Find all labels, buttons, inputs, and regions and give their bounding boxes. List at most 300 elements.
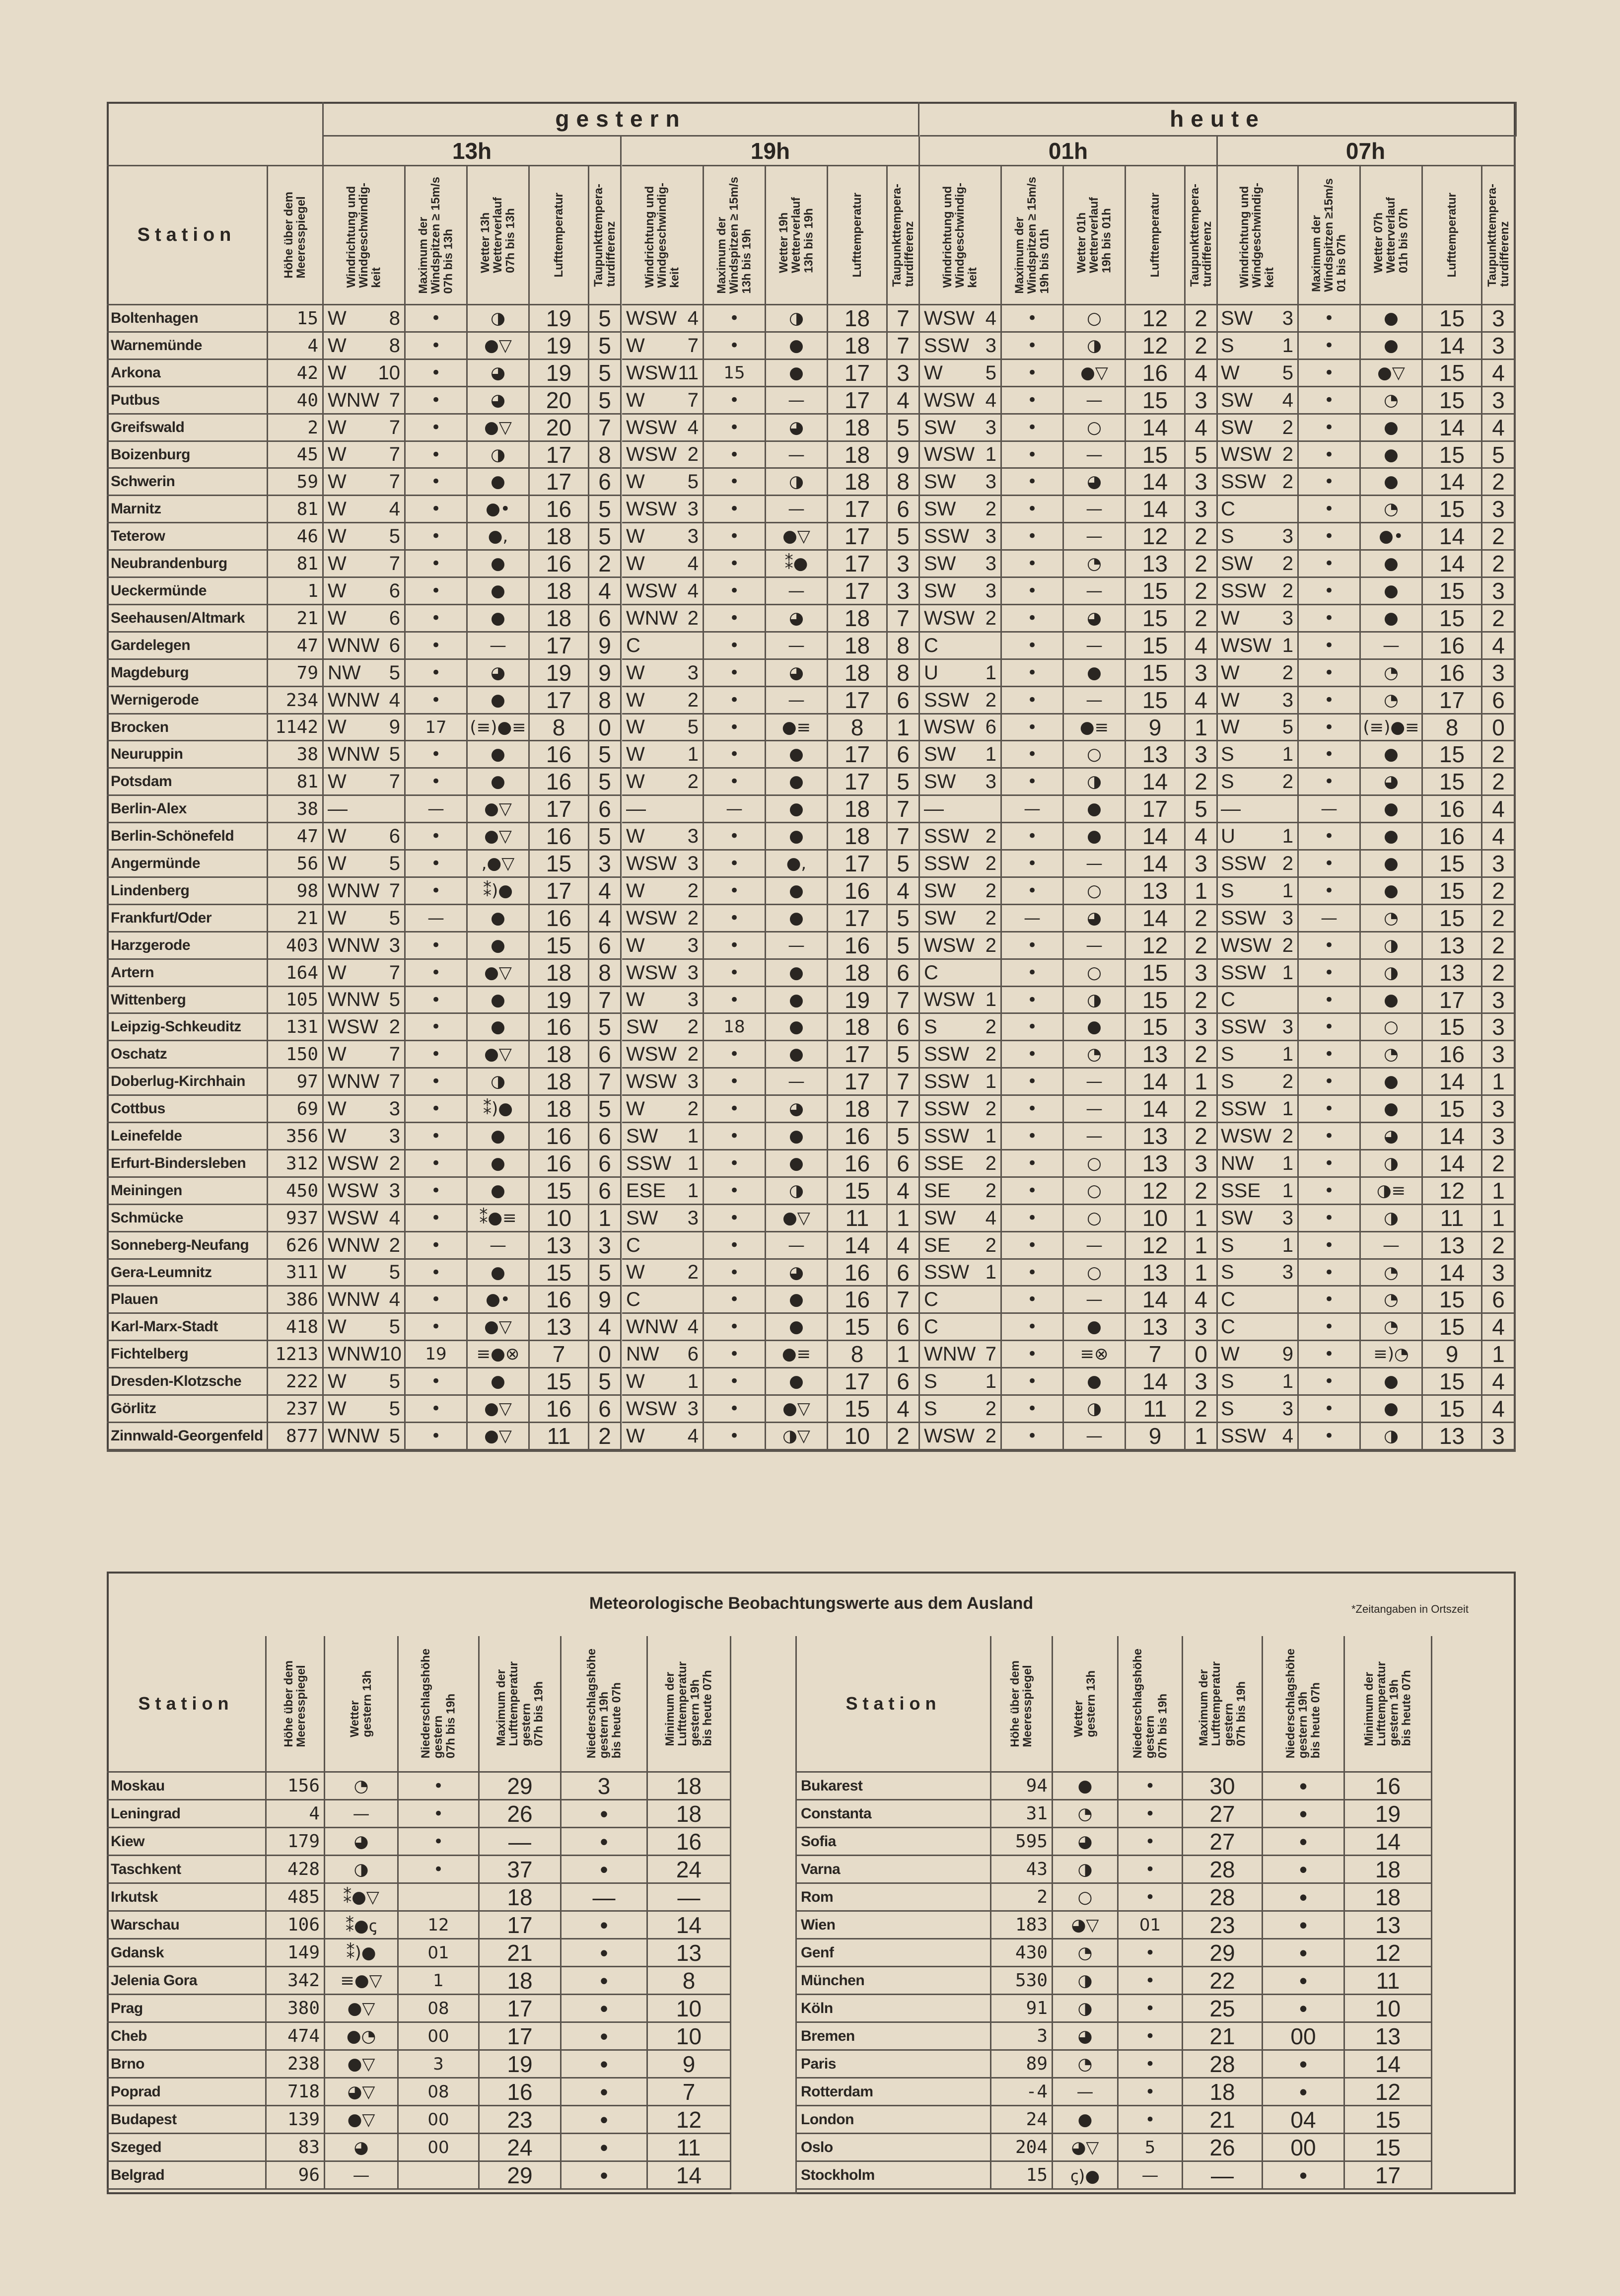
foreign-precip-night: • bbox=[1263, 1939, 1345, 1967]
wind-max: • bbox=[1002, 360, 1064, 387]
air-temperature: 13 bbox=[1423, 1423, 1482, 1450]
wind-max: • bbox=[1002, 1205, 1064, 1232]
wind-direction: WNW bbox=[328, 1425, 380, 1447]
foreign-min-temp: 16 bbox=[1345, 1773, 1432, 1800]
wind-cell bbox=[920, 415, 1002, 442]
wind-cell bbox=[920, 1341, 1002, 1368]
wind-cell bbox=[920, 633, 1002, 660]
wind-speed: 5 bbox=[389, 907, 400, 929]
air-temperature: 13 bbox=[1126, 741, 1186, 769]
col-header-0-1-text: Maximum der Windspitzen ≥ 15m/s 07h bis 13h bbox=[417, 176, 455, 294]
weather-symbol: ,●▽ bbox=[468, 851, 530, 878]
wind-max: • bbox=[1299, 1260, 1361, 1287]
foreign-precip-day: • bbox=[1119, 1856, 1183, 1884]
station-height: 81 bbox=[268, 551, 324, 578]
wind-direction: WSW bbox=[924, 607, 975, 629]
wind-direction: W bbox=[328, 1370, 347, 1392]
col-header-0-3-text: Lufttemperatur bbox=[552, 193, 565, 278]
wind-speed: 5 bbox=[389, 1315, 400, 1338]
wind-cell bbox=[1217, 769, 1299, 796]
station-name: Erfurt-Bindersleben bbox=[107, 1150, 268, 1178]
wind-speed: 2 bbox=[1282, 1125, 1293, 1147]
weather-symbol: ◔ bbox=[1361, 905, 1423, 933]
wind-cell bbox=[622, 1014, 704, 1041]
wind-speed: 3 bbox=[389, 1179, 400, 1202]
weather-symbol: ◔ bbox=[1064, 1041, 1126, 1069]
weather-symbol: ◕ bbox=[468, 387, 530, 415]
dewpoint-difference: 4 bbox=[1482, 1396, 1516, 1423]
weather-symbol: ◑ bbox=[468, 442, 530, 469]
weather-symbol: (≡)●≡ bbox=[1361, 715, 1423, 741]
station-name: Neuruppin bbox=[107, 741, 268, 769]
foreign-min-temp: 7 bbox=[648, 2079, 731, 2106]
col-header-2-2 bbox=[1064, 166, 1126, 305]
wind-direction: C bbox=[1221, 1288, 1235, 1310]
wind-max: • bbox=[1299, 715, 1361, 741]
foreign-precip-day: 3 bbox=[399, 2051, 480, 2079]
air-temperature: 12 bbox=[1126, 933, 1186, 960]
dewpoint-difference: 1 bbox=[1482, 1341, 1516, 1368]
air-temperature: 8 bbox=[828, 715, 888, 741]
col-header-3-2-text: Wetter 07h Wetterverlauf 01h bis 07h bbox=[1372, 197, 1410, 273]
wind-speed: 4 bbox=[389, 1288, 400, 1310]
wind-cell bbox=[622, 687, 704, 715]
foreign-precip-night: • bbox=[1263, 1912, 1345, 1939]
wind-speed: 3 bbox=[1282, 307, 1293, 329]
wind-speed: 1 bbox=[985, 443, 996, 465]
col-header-0-4-text: Taupunkttempera- turdifferenz bbox=[591, 183, 618, 287]
wind-speed: 2 bbox=[389, 1234, 400, 1256]
foreign-station-name: Paris bbox=[797, 2051, 991, 2079]
wind-cell bbox=[1217, 496, 1299, 523]
wind-max: • bbox=[406, 360, 468, 387]
wind-direction: WNW bbox=[328, 743, 380, 765]
station-height: 1 bbox=[268, 578, 324, 605]
station-height: 47 bbox=[268, 633, 324, 660]
station-name: Sonneberg-Neufang bbox=[107, 1232, 268, 1260]
weather-symbol: ●▽ bbox=[468, 415, 530, 442]
wind-direction: SW bbox=[1221, 416, 1253, 438]
dewpoint-difference: 4 bbox=[589, 578, 622, 605]
wind-direction: C bbox=[626, 1234, 640, 1256]
station-height: 59 bbox=[268, 469, 324, 496]
foreign-precip-night: — bbox=[562, 1884, 648, 1912]
air-temperature: 18 bbox=[828, 796, 888, 823]
wind-speed: 2 bbox=[1282, 579, 1293, 602]
wind-max: • bbox=[406, 1150, 468, 1178]
wind-direction: W bbox=[626, 743, 645, 765]
wind-cell bbox=[920, 605, 1002, 633]
wind-max: • bbox=[1002, 769, 1064, 796]
weather-symbol: ◑ bbox=[1064, 987, 1126, 1014]
wind-speed: 3 bbox=[687, 498, 699, 520]
dewpoint-difference: 6 bbox=[888, 1368, 920, 1396]
dewpoint-difference: 5 bbox=[1186, 796, 1218, 823]
wind-direction: W bbox=[626, 1097, 645, 1120]
station-name: Meiningen bbox=[107, 1178, 268, 1205]
dewpoint-difference: 3 bbox=[589, 1232, 622, 1260]
dewpoint-difference: 7 bbox=[888, 305, 920, 333]
air-temperature: 16 bbox=[530, 1396, 589, 1423]
dewpoint-difference: 3 bbox=[1186, 960, 1218, 987]
wind-speed: 7 bbox=[389, 552, 400, 574]
wind-max: • bbox=[1002, 1041, 1064, 1069]
wind-direction: W bbox=[626, 470, 645, 493]
col-header-1-3 bbox=[828, 166, 888, 305]
foreign-station-name: München bbox=[797, 1967, 991, 1995]
dewpoint-difference: 5 bbox=[1482, 442, 1516, 469]
air-temperature: 9 bbox=[1423, 1341, 1482, 1368]
station-name: Potsdam bbox=[107, 769, 268, 796]
wind-max: • bbox=[704, 933, 766, 960]
wind-cell bbox=[1217, 1014, 1299, 1041]
wind-cell bbox=[622, 1069, 704, 1096]
foreign-min-temp: 24 bbox=[648, 1856, 731, 1884]
wind-direction: WSW bbox=[626, 1070, 677, 1092]
wind-max: • bbox=[1299, 1396, 1361, 1423]
weather-symbol: ◕ bbox=[766, 605, 828, 633]
wind-cell bbox=[1217, 1123, 1299, 1150]
air-temperature: 15 bbox=[828, 1314, 888, 1341]
foreign-min-temp: 12 bbox=[1345, 2079, 1432, 2106]
dewpoint-difference: 2 bbox=[1186, 769, 1218, 796]
dewpoint-difference: 2 bbox=[1482, 741, 1516, 769]
foreign-height: 149 bbox=[267, 1939, 325, 1967]
wind-direction: WSW bbox=[1221, 1125, 1272, 1147]
foreign-precip-day: 08 bbox=[399, 2079, 480, 2106]
foreign-max-temp: 28 bbox=[1183, 2051, 1263, 2079]
air-temperature: 8 bbox=[1423, 715, 1482, 741]
wind-cell bbox=[622, 1205, 704, 1232]
wind-cell bbox=[324, 415, 406, 442]
wind-speed: 3 bbox=[389, 934, 400, 956]
station-height: 42 bbox=[268, 360, 324, 387]
foreign-table-gap bbox=[731, 1636, 797, 2194]
air-temperature: 20 bbox=[530, 415, 589, 442]
wind-cell bbox=[324, 987, 406, 1014]
wind-direction: C bbox=[924, 1315, 938, 1338]
weather-symbol: ● bbox=[766, 1314, 828, 1341]
wind-direction: W bbox=[1221, 661, 1240, 684]
foreign-col-header-left-1 bbox=[267, 1636, 325, 1773]
weather-symbol: ○ bbox=[1064, 1150, 1126, 1178]
station-name: Oschatz bbox=[107, 1041, 268, 1069]
wind-cell bbox=[920, 1014, 1002, 1041]
foreign-precip-day: — bbox=[1119, 2162, 1183, 2190]
wind-direction: S bbox=[924, 1015, 937, 1038]
wind-speed: 11 bbox=[678, 361, 699, 384]
wind-cell bbox=[1217, 1096, 1299, 1123]
time-header-19h: 19h bbox=[622, 137, 920, 166]
wind-max: • bbox=[406, 1368, 468, 1396]
dewpoint-difference: 2 bbox=[888, 1423, 920, 1450]
wind-direction: W bbox=[626, 989, 645, 1010]
weather-symbol: ○ bbox=[1064, 878, 1126, 905]
wind-speed: 3 bbox=[1282, 907, 1293, 929]
wind-cell bbox=[324, 469, 406, 496]
station-height: 403 bbox=[268, 933, 324, 960]
col-header-1-2 bbox=[766, 166, 828, 305]
wind-cell bbox=[920, 878, 1002, 905]
air-temperature: 18 bbox=[828, 605, 888, 633]
wind-speed: 2 bbox=[1282, 934, 1293, 956]
air-temperature: 9 bbox=[1126, 715, 1186, 741]
foreign-max-temp: — bbox=[480, 1828, 562, 1856]
wind-direction: W bbox=[328, 579, 347, 602]
foreign-precip-night: • bbox=[562, 2079, 648, 2106]
dewpoint-difference: 2 bbox=[1482, 605, 1516, 633]
weather-symbol: ●• bbox=[1361, 523, 1423, 551]
wind-direction: SW bbox=[1221, 552, 1253, 574]
wind-direction: W bbox=[328, 907, 347, 929]
air-temperature: 18 bbox=[828, 442, 888, 469]
wind-direction: WNW bbox=[328, 1234, 380, 1256]
wind-max: • bbox=[1299, 960, 1361, 987]
wind-speed: 2 bbox=[1282, 470, 1293, 493]
wind-max: • bbox=[1002, 1069, 1064, 1096]
wind-cell bbox=[622, 333, 704, 360]
weather-symbol: ● bbox=[766, 960, 828, 987]
air-temperature: 15 bbox=[1126, 387, 1186, 415]
foreign-precip-day: • bbox=[1119, 1773, 1183, 1800]
wind-direction: W bbox=[328, 1043, 347, 1065]
station-name: Angermünde bbox=[107, 851, 268, 878]
foreign-min-temp: 14 bbox=[648, 1912, 731, 1939]
wind-cell bbox=[1217, 715, 1299, 741]
wind-direction: S bbox=[1221, 1234, 1234, 1256]
dewpoint-difference: 4 bbox=[1482, 1368, 1516, 1396]
wind-max: • bbox=[1299, 1205, 1361, 1232]
wind-cell bbox=[324, 360, 406, 387]
col-header-0-2-text: Wetter 13h Wetterverlauf 07h bis 13h bbox=[479, 197, 517, 273]
dewpoint-difference: 4 bbox=[1186, 415, 1218, 442]
wind-speed: 3 bbox=[985, 552, 996, 574]
wind-direction: WNW bbox=[328, 634, 380, 656]
wind-speed: 1 bbox=[985, 1125, 996, 1147]
wind-speed: 7 bbox=[389, 961, 400, 984]
air-temperature: 10 bbox=[530, 1205, 589, 1232]
dewpoint-difference: 0 bbox=[1482, 715, 1516, 741]
wind-cell bbox=[1217, 305, 1299, 333]
dewpoint-difference: 3 bbox=[1482, 578, 1516, 605]
station-name: Doberlug-Kirchhain bbox=[107, 1069, 268, 1096]
wind-max: • bbox=[1002, 987, 1064, 1014]
wind-speed: 4 bbox=[985, 1207, 996, 1229]
wind-max: • bbox=[704, 715, 766, 741]
foreign-height: 91 bbox=[991, 1995, 1053, 2023]
foreign-max-temp: — bbox=[1183, 2162, 1263, 2190]
foreign-precip-day: • bbox=[1119, 1995, 1183, 2023]
wind-max: • bbox=[406, 469, 468, 496]
weather-symbol: ●▽ bbox=[766, 523, 828, 551]
foreign-col-header-left-6-text: Minimum der Lufttemperatur gestern 19h bis heute 07h bbox=[663, 1661, 714, 1746]
wind-cell bbox=[622, 1423, 704, 1450]
foreign-weather: ◕ bbox=[1053, 2023, 1119, 2051]
col-header-0-3 bbox=[530, 166, 589, 305]
wind-direction: SSW bbox=[1221, 961, 1267, 984]
station-height: 131 bbox=[268, 1014, 324, 1041]
air-temperature: 18 bbox=[828, 960, 888, 987]
wind-max: • bbox=[1299, 823, 1361, 851]
wind-cell bbox=[324, 1123, 406, 1150]
wind-speed: 2 bbox=[985, 852, 996, 874]
wind-speed: 7 bbox=[389, 879, 400, 902]
wind-speed: 5 bbox=[1282, 361, 1293, 384]
foreign-precip-night: • bbox=[1263, 1800, 1345, 1828]
air-temperature: 13 bbox=[1423, 960, 1482, 987]
foreign-weather: ●▽ bbox=[325, 2106, 399, 2134]
dewpoint-difference: 1 bbox=[1186, 715, 1218, 741]
wind-max: • bbox=[1002, 1150, 1064, 1178]
air-temperature: 14 bbox=[1126, 415, 1186, 442]
foreign-min-temp: 19 bbox=[1345, 1800, 1432, 1828]
wind-speed: 3 bbox=[985, 770, 996, 792]
weather-symbol: ⁑● bbox=[766, 551, 828, 578]
foreign-precip-night: • bbox=[562, 1967, 648, 1995]
foreign-station-name: Rom bbox=[797, 1884, 991, 1912]
col-header-2-2-text: Wetter 01h Wetterverlauf 19h bis 01h bbox=[1075, 197, 1114, 273]
wind-max: • bbox=[1002, 960, 1064, 987]
station-name: Magdeburg bbox=[107, 660, 268, 687]
dewpoint-difference: 6 bbox=[589, 1150, 622, 1178]
dewpoint-difference: 0 bbox=[1186, 1341, 1218, 1368]
wind-cell bbox=[920, 1287, 1002, 1314]
wind-max: • bbox=[1002, 523, 1064, 551]
wind-cell bbox=[1217, 1341, 1299, 1368]
air-temperature: 12 bbox=[1126, 305, 1186, 333]
wind-max: • bbox=[406, 1287, 468, 1314]
wind-direction: SW bbox=[1221, 389, 1253, 411]
wind-direction: SW bbox=[924, 579, 956, 602]
air-temperature: 16 bbox=[828, 933, 888, 960]
weather-symbol: ◔ bbox=[1361, 1041, 1423, 1069]
wind-cell bbox=[324, 715, 406, 741]
wind-cell bbox=[1217, 1205, 1299, 1232]
dewpoint-difference: 5 bbox=[589, 1260, 622, 1287]
wind-speed: 5 bbox=[985, 361, 996, 384]
wind-cell bbox=[920, 1150, 1002, 1178]
air-temperature: 14 bbox=[1423, 469, 1482, 496]
wind-speed: 7 bbox=[389, 470, 400, 493]
wind-speed: 4 bbox=[687, 579, 699, 602]
foreign-station-name: Prag bbox=[107, 1995, 267, 2023]
foreign-height: 96 bbox=[267, 2162, 325, 2190]
wind-cell bbox=[920, 442, 1002, 469]
weather-symbol: ●, bbox=[468, 523, 530, 551]
foreign-min-temp: 10 bbox=[648, 2023, 731, 2051]
weather-symbol: ●, bbox=[766, 851, 828, 878]
foreign-height: 106 bbox=[267, 1912, 325, 1939]
wind-cell bbox=[324, 523, 406, 551]
dewpoint-difference: 7 bbox=[888, 796, 920, 823]
air-temperature: 15 bbox=[1126, 442, 1186, 469]
wind-direction: SSW bbox=[1221, 1015, 1267, 1038]
wind-speed: 2 bbox=[985, 607, 996, 629]
wind-speed: 3 bbox=[985, 334, 996, 357]
wind-cell bbox=[1217, 551, 1299, 578]
dewpoint-difference: 3 bbox=[1482, 1123, 1516, 1150]
wind-direction: SW bbox=[924, 470, 956, 493]
dewpoint-difference: 6 bbox=[589, 1396, 622, 1423]
wind-direction: WSW bbox=[328, 1179, 379, 1202]
wind-speed: 2 bbox=[687, 1043, 699, 1065]
foreign-max-temp: 27 bbox=[1183, 1828, 1263, 1856]
wind-speed: 1 bbox=[687, 1152, 699, 1174]
wind-speed: 5 bbox=[389, 1370, 400, 1392]
station-name: Plauen bbox=[107, 1287, 268, 1314]
wind-max: • bbox=[1299, 415, 1361, 442]
air-temperature: 16 bbox=[828, 1150, 888, 1178]
col-header-1-0 bbox=[622, 166, 704, 305]
wind-speed: 1 bbox=[1282, 825, 1293, 847]
dewpoint-difference: 3 bbox=[1186, 1368, 1218, 1396]
wind-speed: 1 bbox=[1282, 1370, 1293, 1392]
wind-max: • bbox=[704, 660, 766, 687]
air-temperature: 14 bbox=[1126, 496, 1186, 523]
wind-cell bbox=[1217, 333, 1299, 360]
foreign-weather: ⁑●ꞔ bbox=[325, 1912, 399, 1939]
wind-cell bbox=[1217, 741, 1299, 769]
weather-symbol: ● bbox=[1361, 333, 1423, 360]
wind-direction: WSW bbox=[626, 907, 677, 929]
wind-speed: 1 bbox=[687, 1370, 699, 1392]
weather-symbol: ● bbox=[468, 1178, 530, 1205]
air-temperature: 17 bbox=[1423, 987, 1482, 1014]
wind-direction: WSW bbox=[626, 852, 677, 874]
station-name: Frankfurt/Oder bbox=[107, 905, 268, 933]
wind-max: • bbox=[406, 1041, 468, 1069]
dewpoint-difference: 4 bbox=[589, 878, 622, 905]
foreign-height: 89 bbox=[991, 2051, 1053, 2079]
wind-direction: WSW bbox=[924, 1425, 975, 1447]
weather-symbol: ●▽ bbox=[468, 796, 530, 823]
wind-cell bbox=[1217, 687, 1299, 715]
weather-symbol: ◑ bbox=[1361, 1150, 1423, 1178]
wind-cell bbox=[1217, 1232, 1299, 1260]
station-name: Warnemünde bbox=[107, 333, 268, 360]
dewpoint-difference: 1 bbox=[1186, 1205, 1218, 1232]
dewpoint-difference: 1 bbox=[1186, 1069, 1218, 1096]
wind-cell bbox=[622, 960, 704, 987]
station-height: 79 bbox=[268, 660, 324, 687]
foreign-station-name: Warschau bbox=[107, 1912, 267, 1939]
wind-direction: W bbox=[328, 525, 347, 547]
foreign-station-name: Budapest bbox=[107, 2106, 267, 2134]
foreign-max-temp: 29 bbox=[480, 1773, 562, 1800]
foreign-precip-day: 5 bbox=[1119, 2134, 1183, 2162]
dewpoint-difference: 1 bbox=[1482, 1069, 1516, 1096]
wind-direction: W bbox=[626, 1425, 645, 1447]
dewpoint-difference: 2 bbox=[1482, 933, 1516, 960]
foreign-height: 342 bbox=[267, 1967, 325, 1995]
foreign-precip-night: • bbox=[1263, 1828, 1345, 1856]
wind-cell bbox=[1217, 851, 1299, 878]
weather-symbol: ● bbox=[468, 1260, 530, 1287]
foreign-station-name: Sofia bbox=[797, 1828, 991, 1856]
weather-symbol: — bbox=[766, 442, 828, 469]
dewpoint-difference: 5 bbox=[589, 387, 622, 415]
wind-speed: 3 bbox=[1282, 1261, 1293, 1283]
wind-speed: 6 bbox=[389, 607, 400, 629]
wind-speed: 2 bbox=[1282, 770, 1293, 792]
dewpoint-difference: 7 bbox=[589, 987, 622, 1014]
station-name: Wernigerode bbox=[107, 687, 268, 715]
time-header-13h: 13h bbox=[324, 137, 622, 166]
dewpoint-difference: 4 bbox=[888, 878, 920, 905]
foreign-weather: — bbox=[325, 1800, 399, 1828]
foreign-precip-day: 01 bbox=[399, 1939, 480, 1967]
wind-max: • bbox=[704, 333, 766, 360]
